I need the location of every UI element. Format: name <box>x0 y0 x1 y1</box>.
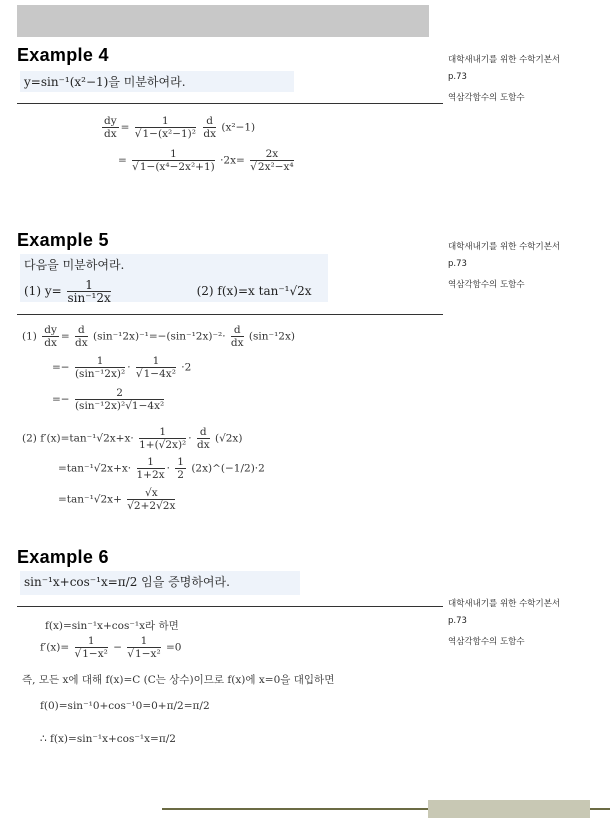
book-title: 대학새내기를 위한 수학기본서 <box>448 242 561 252</box>
ex4-solution-line-2: = $\frac{1}{\text{√1−(x⁴−2x²+1)}}$ ·2x= $\frac{2x}{\text{√2x²−x⁴}}$ <box>118 148 294 173</box>
ex5-sol-1a: (1) $\frac{dy}{dx}$ = $\frac{d}{dx}$ (sin⁻¹2x)⁻¹=−(sin⁻¹2x)⁻²· $\frac{d}{dx}$ (sin⁻¹2x) <box>22 324 295 349</box>
example-4-title: Example 4 <box>17 45 109 65</box>
page-ref: p.73 <box>448 72 467 82</box>
example-5-title: Example 5 <box>17 230 109 250</box>
example-4-problem: y=sin⁻¹(x²−1)을 미분하여라. <box>20 71 294 92</box>
derivative-operator: $\frac{d}{dx}$ <box>203 115 216 140</box>
example-5-problem <box>20 254 328 305</box>
topic: 역삼각함수의 도함수 <box>448 637 525 647</box>
divider <box>17 314 443 315</box>
ex4-solution-line-1: $\frac{dy}{dx}$ = $\frac{1}{\text{√1−(x²−1)²}}$ $\frac{d}{dx}$ (x²−1) <box>104 115 256 140</box>
ex5-sol-1b: =− $\frac{1}{\text{(sin⁻¹2x)²}}$ · $\frac{1}{\text{√1−4x²}}$ ·2 <box>52 355 192 380</box>
fraction: $\frac{1}{\text{sin⁻¹2x}}$ <box>67 278 111 305</box>
fraction: $\frac{1}{\text{√1−(x²−1)²}}$ <box>134 115 196 140</box>
ex5-sol-2a: (2) f′(x)=tan⁻¹√2x+x· $\frac{1}{\text{1+(√2x)²}}$ · $\frac{d}{dx}$ (√2x) <box>22 426 243 451</box>
book-title: 대학새내기를 위한 수학기본서 <box>448 55 561 65</box>
topic: 역삼각함수의 도함수 <box>448 93 525 103</box>
divider <box>17 103 443 104</box>
ex6-line-5: ∴ f(x)=sin⁻¹x+cos⁻¹x=π/2 <box>40 733 176 745</box>
example-6-problem: sin⁻¹x+cos⁻¹x=π/2 임을 증명하여라. <box>20 571 300 595</box>
example-6-sidebar <box>448 596 560 651</box>
footer-box <box>428 800 590 818</box>
header-bar <box>17 5 429 37</box>
page-ref: p.73 <box>448 616 467 626</box>
book-title: 대학새내기를 위한 수학기본서 <box>448 599 561 609</box>
ex6-line-1: f(x)=sin⁻¹x+cos⁻¹x라 하면 <box>45 620 179 632</box>
example-6-title: Example 6 <box>17 547 109 567</box>
example-5-sidebar <box>448 239 560 294</box>
fraction: $\frac{1}{\text{√1−(x⁴−2x²+1)}}$ <box>132 148 215 173</box>
ex5-sol-1c: =− $\frac{2}{\text{(sin⁻¹2x)²√1−4x²}}$ <box>52 387 165 412</box>
ex6-line-2: f′(x)= $\frac{1}{\text{√1−x²}}$ − $\frac{1}{\text{√1−x²}}$ =0 <box>40 635 182 660</box>
example-4-sidebar <box>448 52 560 107</box>
ex5-sol-2c: =tan⁻¹√2x+ $\frac{√x}{√2+2√2x}$ <box>58 487 176 512</box>
part-2: (2) f(x)=x tan⁻¹√2x <box>196 284 312 298</box>
page-ref: p.73 <box>448 259 467 269</box>
topic: 역삼각함수의 도함수 <box>448 280 525 290</box>
ex6-line-4: f(0)=sin⁻¹0+cos⁻¹0=0+π/2=π/2 <box>40 700 210 712</box>
part-1: (1) y= <box>24 284 62 298</box>
ex6-line-3: 즉, 모든 x에 대해 f(x)=C (C는 상수)이므로 f(x)에 x=0을 대입하면 <box>22 674 335 686</box>
dy-dx-fraction: $\frac{dy}{dx}$ <box>104 115 117 140</box>
problem-intro: 다음을 미분하여라. <box>24 258 125 272</box>
fraction: $\frac{2x}{\text{√2x²−x⁴}}$ <box>250 148 294 173</box>
ex5-sol-2b: =tan⁻¹√2x+x· $\frac{1}{1+2x}$ · $\frac{1}{2}$ (2x)^(−1/2)·2 <box>58 456 265 481</box>
problem-parts <box>24 279 324 304</box>
divider <box>17 606 443 607</box>
